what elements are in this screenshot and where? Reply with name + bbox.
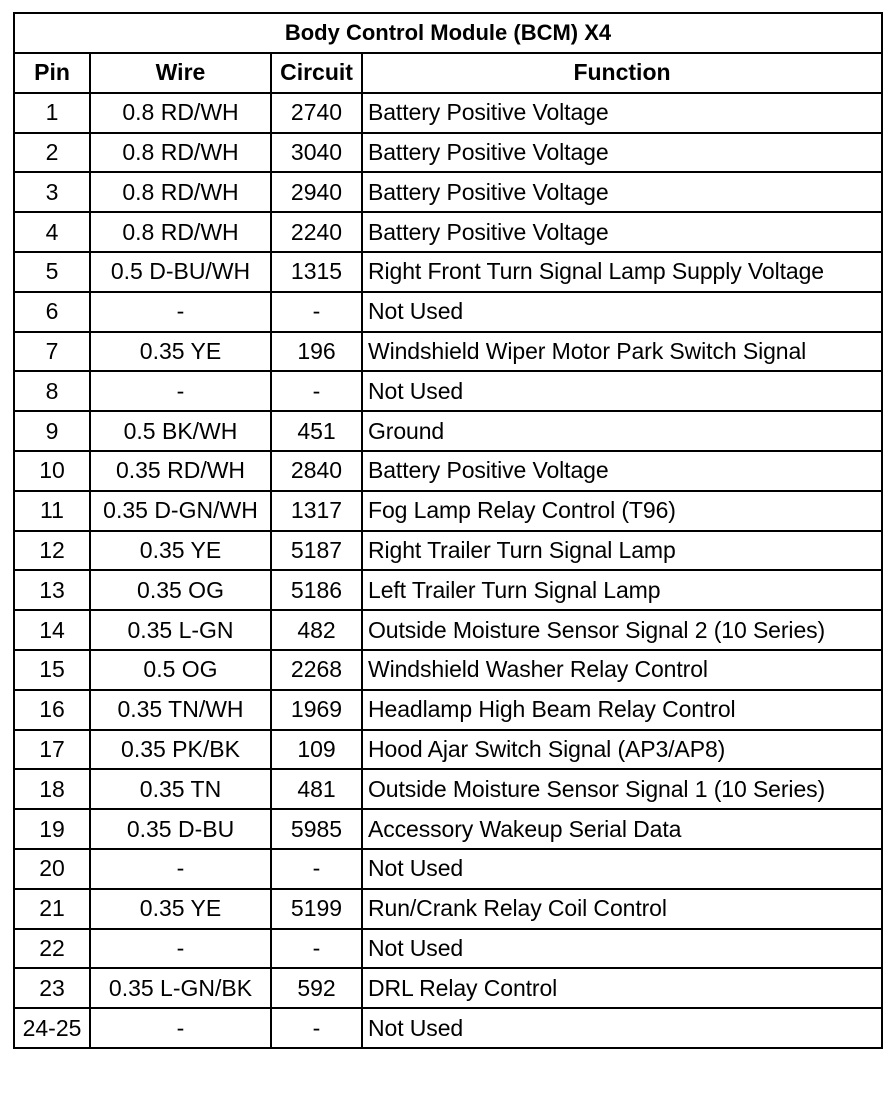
- circuit-cell: 2740: [271, 93, 362, 133]
- wire-cell: 0.35 L-GN/BK: [90, 968, 271, 1008]
- function-cell: Not Used: [362, 371, 882, 411]
- wire-cell: 0.8 RD/WH: [90, 133, 271, 173]
- connector-pinout-table: [13, 12, 883, 1049]
- pin-cell: 9: [14, 411, 90, 451]
- header-pin: Pin: [14, 53, 90, 93]
- table-row: [14, 610, 882, 650]
- pin-cell: 5: [14, 252, 90, 292]
- table-row: [14, 730, 882, 770]
- pin-cell: 6: [14, 292, 90, 332]
- pin-cell: 17: [14, 730, 90, 770]
- table-row: [14, 570, 882, 610]
- pin-cell: 2: [14, 133, 90, 173]
- table-row: [14, 690, 882, 730]
- circuit-cell: 2840: [271, 451, 362, 491]
- table-row: [14, 411, 882, 451]
- circuit-cell: 1317: [271, 491, 362, 531]
- wire-cell: 0.35 D-BU: [90, 809, 271, 849]
- table-row: [14, 292, 882, 332]
- wire-cell: 0.8 RD/WH: [90, 212, 271, 252]
- table-row: [14, 172, 882, 212]
- circuit-cell: -: [271, 1008, 362, 1048]
- pin-cell: 23: [14, 968, 90, 1008]
- table-row: [14, 371, 882, 411]
- pin-cell: 10: [14, 451, 90, 491]
- table-title-row: [14, 13, 882, 53]
- function-cell: Outside Moisture Sensor Signal 1 (10 Series): [362, 769, 882, 809]
- circuit-cell: 109: [271, 730, 362, 770]
- wire-cell: 0.35 TN: [90, 769, 271, 809]
- pin-cell: 22: [14, 929, 90, 969]
- function-cell: Battery Positive Voltage: [362, 133, 882, 173]
- pin-cell: 19: [14, 809, 90, 849]
- wire-cell: 0.5 OG: [90, 650, 271, 690]
- table-row: [14, 491, 882, 531]
- table-row: [14, 133, 882, 173]
- pin-cell: 14: [14, 610, 90, 650]
- circuit-cell: 5187: [271, 531, 362, 571]
- header-circuit: Circuit: [271, 53, 362, 93]
- wire-cell: -: [90, 371, 271, 411]
- function-cell: Not Used: [362, 292, 882, 332]
- circuit-cell: 2240: [271, 212, 362, 252]
- circuit-cell: 5186: [271, 570, 362, 610]
- function-cell: Accessory Wakeup Serial Data: [362, 809, 882, 849]
- function-cell: Battery Positive Voltage: [362, 172, 882, 212]
- table-row: [14, 212, 882, 252]
- wire-cell: 0.35 TN/WH: [90, 690, 271, 730]
- header-function: Function: [362, 53, 882, 93]
- table-row: [14, 889, 882, 929]
- table-title: Body Control Module (BCM) X4: [14, 13, 882, 53]
- circuit-cell: 451: [271, 411, 362, 451]
- table-row: [14, 849, 882, 889]
- function-cell: Run/Crank Relay Coil Control: [362, 889, 882, 929]
- table-body: [14, 93, 882, 1048]
- pin-cell: 8: [14, 371, 90, 411]
- table-header-row: [14, 53, 882, 93]
- circuit-cell: -: [271, 292, 362, 332]
- function-cell: Battery Positive Voltage: [362, 93, 882, 133]
- pin-cell: 20: [14, 849, 90, 889]
- wire-cell: 0.5 D-BU/WH: [90, 252, 271, 292]
- function-cell: Windshield Washer Relay Control: [362, 650, 882, 690]
- circuit-cell: 5985: [271, 809, 362, 849]
- function-cell: Windshield Wiper Motor Park Switch Signal: [362, 332, 882, 372]
- function-cell: Outside Moisture Sensor Signal 2 (10 Series): [362, 610, 882, 650]
- pin-cell: 4: [14, 212, 90, 252]
- function-cell: Right Trailer Turn Signal Lamp: [362, 531, 882, 571]
- function-cell: Fog Lamp Relay Control (T96): [362, 491, 882, 531]
- pin-cell: 7: [14, 332, 90, 372]
- circuit-cell: 1315: [271, 252, 362, 292]
- function-cell: Battery Positive Voltage: [362, 212, 882, 252]
- function-cell: Headlamp High Beam Relay Control: [362, 690, 882, 730]
- wire-cell: -: [90, 1008, 271, 1048]
- circuit-cell: 5199: [271, 889, 362, 929]
- wire-cell: 0.5 BK/WH: [90, 411, 271, 451]
- circuit-cell: 592: [271, 968, 362, 1008]
- wire-cell: 0.35 L-GN: [90, 610, 271, 650]
- table-row: [14, 650, 882, 690]
- pin-cell: 3: [14, 172, 90, 212]
- table-row: [14, 252, 882, 292]
- table-row: [14, 929, 882, 969]
- circuit-cell: -: [271, 929, 362, 969]
- circuit-cell: 481: [271, 769, 362, 809]
- circuit-cell: -: [271, 371, 362, 411]
- circuit-cell: 2940: [271, 172, 362, 212]
- pin-cell: 1: [14, 93, 90, 133]
- wire-cell: 0.35 YE: [90, 332, 271, 372]
- table-row: [14, 968, 882, 1008]
- table-row: [14, 93, 882, 133]
- circuit-cell: -: [271, 849, 362, 889]
- table-row: [14, 1008, 882, 1048]
- wire-cell: 0.35 OG: [90, 570, 271, 610]
- function-cell: Left Trailer Turn Signal Lamp: [362, 570, 882, 610]
- pin-cell: 11: [14, 491, 90, 531]
- function-cell: Not Used: [362, 1008, 882, 1048]
- header-wire: Wire: [90, 53, 271, 93]
- pin-cell: 13: [14, 570, 90, 610]
- table-row: [14, 332, 882, 372]
- function-cell: Right Front Turn Signal Lamp Supply Voltage: [362, 252, 882, 292]
- wire-cell: -: [90, 292, 271, 332]
- pin-cell: 18: [14, 769, 90, 809]
- circuit-cell: 196: [271, 332, 362, 372]
- pin-cell: 16: [14, 690, 90, 730]
- pin-cell: 24-25: [14, 1008, 90, 1048]
- pin-cell: 21: [14, 889, 90, 929]
- table-row: [14, 809, 882, 849]
- circuit-cell: 1969: [271, 690, 362, 730]
- pin-cell: 12: [14, 531, 90, 571]
- function-cell: Not Used: [362, 929, 882, 969]
- function-cell: Hood Ajar Switch Signal (AP3/AP8): [362, 730, 882, 770]
- wire-cell: 0.8 RD/WH: [90, 172, 271, 212]
- function-cell: Battery Positive Voltage: [362, 451, 882, 491]
- table-row: [14, 769, 882, 809]
- circuit-cell: 2268: [271, 650, 362, 690]
- table-row: [14, 451, 882, 491]
- wire-cell: 0.35 PK/BK: [90, 730, 271, 770]
- wire-cell: 0.35 YE: [90, 531, 271, 571]
- wire-cell: -: [90, 849, 271, 889]
- function-cell: DRL Relay Control: [362, 968, 882, 1008]
- circuit-cell: 482: [271, 610, 362, 650]
- circuit-cell: 3040: [271, 133, 362, 173]
- wire-cell: -: [90, 929, 271, 969]
- table-row: [14, 531, 882, 571]
- wire-cell: 0.35 D-GN/WH: [90, 491, 271, 531]
- wire-cell: 0.35 YE: [90, 889, 271, 929]
- pin-cell: 15: [14, 650, 90, 690]
- function-cell: Not Used: [362, 849, 882, 889]
- function-cell: Ground: [362, 411, 882, 451]
- wire-cell: 0.8 RD/WH: [90, 93, 271, 133]
- wire-cell: 0.35 RD/WH: [90, 451, 271, 491]
